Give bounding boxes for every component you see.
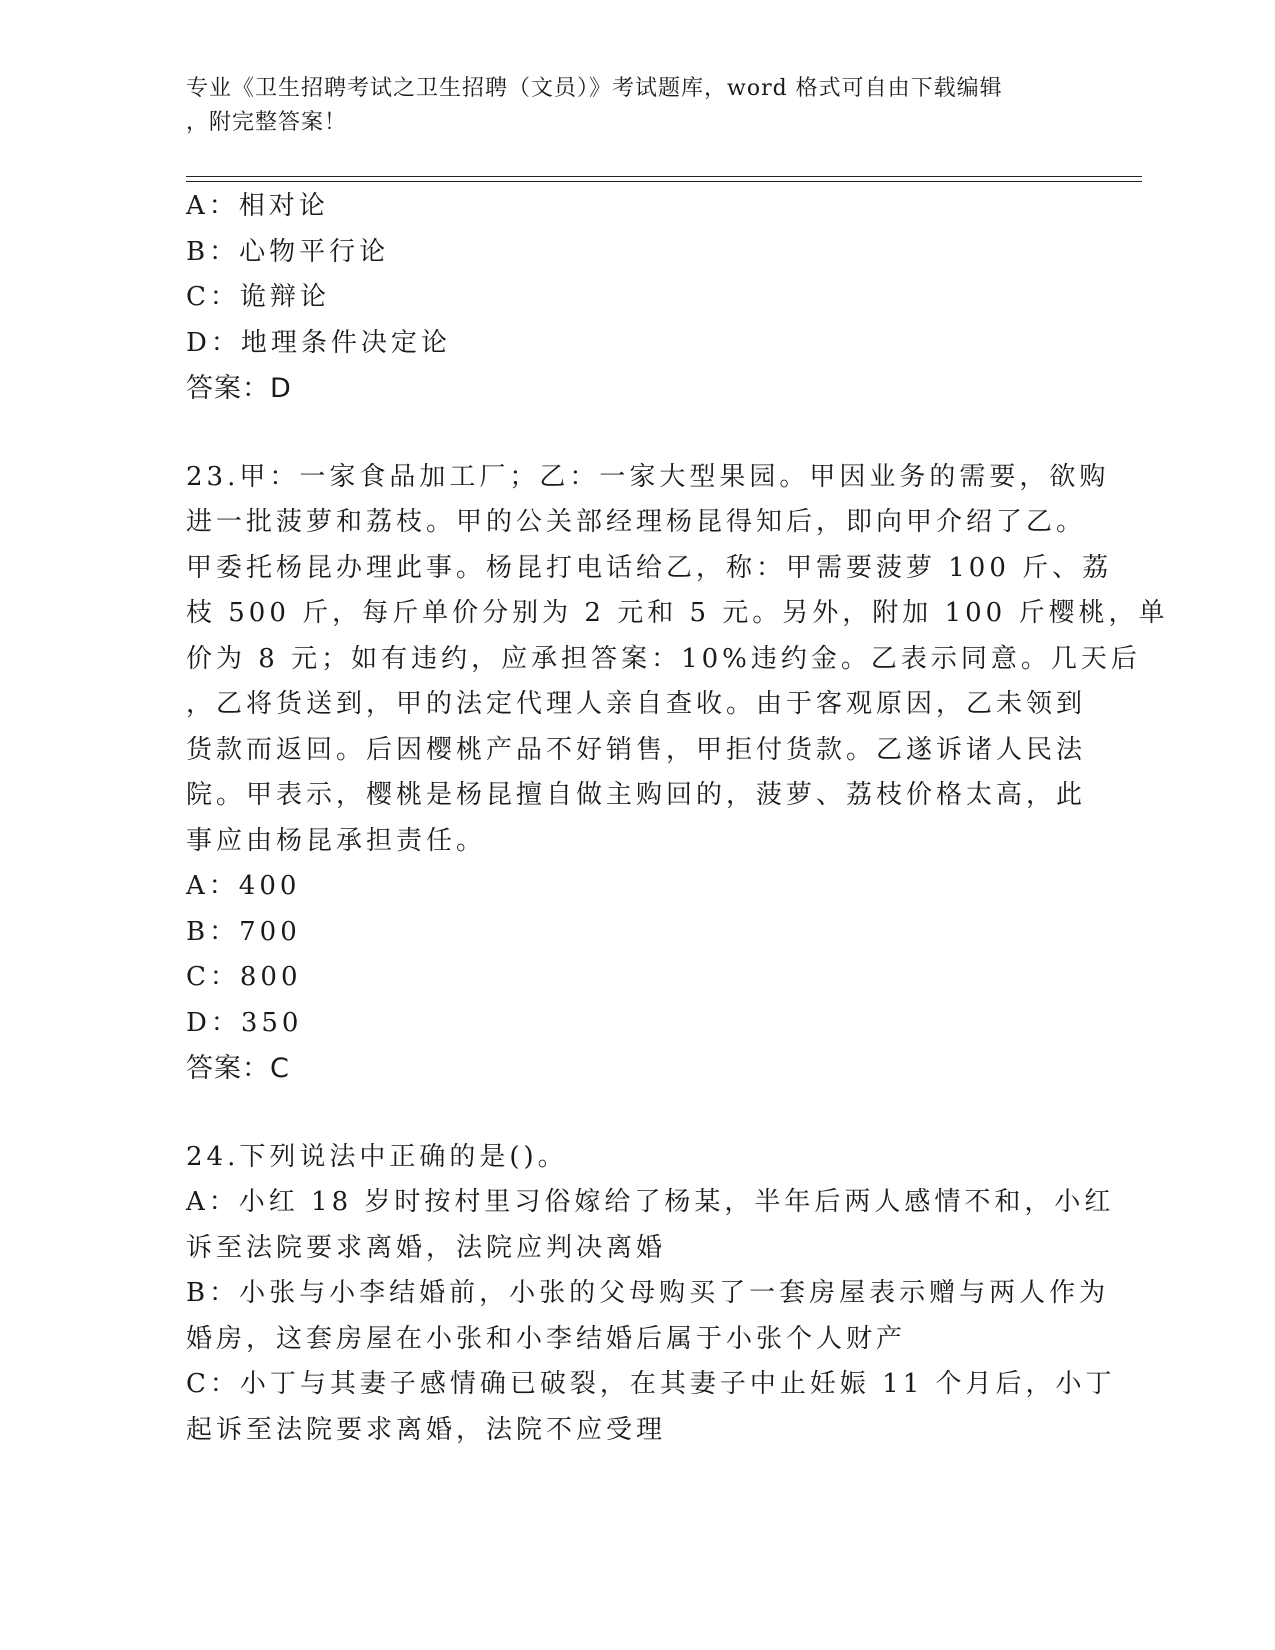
question-stem-line: 事应由杨昆承担责任。 xyxy=(186,825,487,856)
question-spacer xyxy=(186,412,1086,455)
answer-line: 答案：D xyxy=(186,373,292,404)
header-divider-bottom xyxy=(186,181,1142,182)
option-a: A：400 xyxy=(186,871,301,901)
option-d: D：地理条件决定论 xyxy=(186,327,451,358)
question-stem-line: 院。甲表示，樱桃是杨昆擅自做主购回的，菠萝、荔枝价格太高，此 xyxy=(186,780,1087,810)
answer-line: 答案：C xyxy=(186,1053,290,1084)
option-c-line-1: C：小丁与其妻子感情确已破裂，在其妻子中止妊娠 11 个月后，小丁 xyxy=(186,1369,1116,1399)
header-title-line-1: 专业《卫生招聘考试之卫生招聘（文员）》考试题库，word 格式可自由下载编辑 xyxy=(186,76,1003,101)
document-header xyxy=(186,72,1066,140)
question-stem: 24.下列说法中正确的是()。 xyxy=(186,1141,568,1172)
question-24 xyxy=(186,1135,1116,1454)
option-b: B：心物平行论 xyxy=(186,236,390,267)
option-a: A：相对论 xyxy=(186,191,329,221)
option-b-line-1: B：小张与小李结婚前，小张的父母购买了一套房屋表示赠与两人作为 xyxy=(186,1278,1110,1308)
option-a-line-2: 诉至法院要求离婚，法院应判决离婚 xyxy=(186,1232,667,1263)
question-stem-line: 23.甲：一家食品加工厂；乙：一家大型果园。甲因业务的需要，欲购 xyxy=(186,461,1110,492)
option-a-line-1: A：小红 18 岁时按村里习俗嫁给了杨某，半年后两人感情不和，小红 xyxy=(186,1187,1115,1217)
question-stem-line: 甲委托杨昆办理此事。杨昆打电话给乙，称：甲需要菠萝 100 斤、荔 xyxy=(186,552,1113,583)
question-stem-line: 价为 8 元；如有违约，应承担答案：10%违约金。乙表示同意。几天后 xyxy=(186,643,1141,674)
option-c-line-2: 起诉至法院要求离婚，法院不应受理 xyxy=(186,1414,667,1445)
option-c: C：诡辩论 xyxy=(186,282,330,312)
option-b-line-2: 婚房，这套房屋在小张和小李结婚后属于小张个人财产 xyxy=(186,1323,907,1354)
question-stem-line: 货款而返回。后因樱桃产品不好销售，甲拒付货款。乙遂诉诸人民法 xyxy=(186,734,1087,765)
question-content xyxy=(186,184,1169,1453)
header-title-line-2: ，附完整答案！ xyxy=(186,110,348,135)
question-22 xyxy=(186,184,1086,412)
option-c: C：800 xyxy=(186,962,302,992)
question-23 xyxy=(186,455,1169,1092)
option-b: B：700 xyxy=(186,916,301,947)
header-divider-top xyxy=(186,176,1142,177)
question-stem-line: 进一批菠萝和荔枝。甲的公关部经理杨昆得知后，即向甲介绍了乙。 xyxy=(186,507,1087,537)
question-stem-line: ，乙将货送到，甲的法定代理人亲自查收。由于客观原因，乙未领到 xyxy=(186,689,1087,719)
question-spacer xyxy=(186,1092,1086,1135)
option-d: D：350 xyxy=(186,1007,303,1038)
question-stem-line: 枝 500 斤，每斤单价分别为 2 元和 5 元。另外，附加 100 斤樱桃，单 xyxy=(186,598,1169,628)
